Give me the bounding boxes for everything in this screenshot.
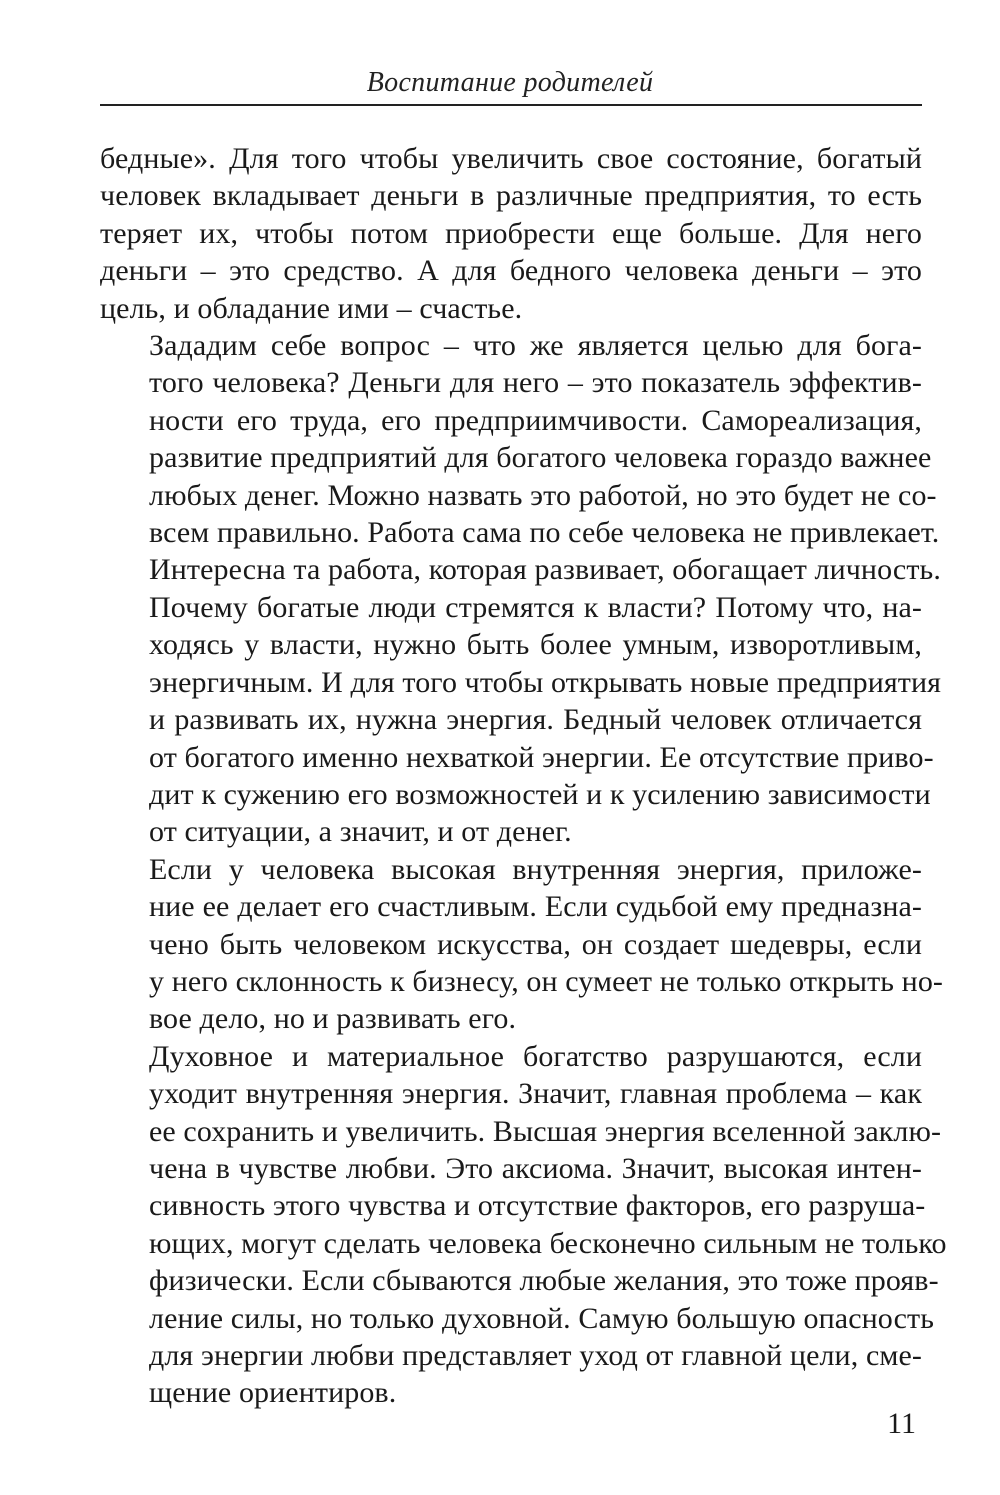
running-title: Воспитание родителей (366, 67, 654, 98)
paragraph-2 (100, 327, 942, 851)
text-line: всем правильно. Работа сама по себе человека не привлекает. (149, 516, 940, 550)
text-line: от ситуации, а значит, и от денег. (149, 815, 572, 849)
text-line: бедные». Для того чтобы увеличить свое состояние, богатый (100, 142, 922, 175)
text-line: Зададим себе вопрос – что же является целью для бога- (149, 329, 922, 363)
text-line: Если у человека высокая внутренняя энергия, приложе- (149, 852, 922, 886)
text-line: уходит внутренняя энергия. Значит, главная проблема – как (149, 1077, 922, 1111)
text-line: от богатого именно нехваткой энергии. Ее отсутствие приво- (149, 740, 934, 774)
paragraph-4 (100, 1038, 947, 1412)
text-line: деньги – это средство. А для бедного человека деньги – это (100, 254, 922, 288)
text-line: у него склонность к бизнесу, он сумеет не только открыть но- (149, 964, 944, 998)
text-line: любых денег. Можно назвать это работой, но это будет не со- (149, 478, 937, 512)
text-line: дит к сужению его возможностей и к усилению зависимости (149, 777, 931, 811)
text-line: ющих, могут сделать человека бесконечно сильным не только (149, 1226, 947, 1260)
text-line: для энергии любви представляет уход от главной цели, сме- (149, 1339, 922, 1372)
text-line: теряет их, чтобы потом приобрести еще больше. Для него (100, 216, 922, 250)
text-line: энергичным. И для того чтобы открывать новые предприятия (149, 665, 942, 699)
text-line: человек вкладывает деньги в различные предприятия, то есть (100, 179, 922, 213)
text-line: Почему богатые люди стремятся к власти? Потому что, на- (149, 590, 922, 624)
text-line: ление силы, но только духовной. Самую большую опасность (149, 1301, 935, 1335)
paragraph-1 (100, 140, 922, 327)
text-line: развитие предприятий для богатого человека гораздо важнее (149, 441, 932, 475)
paragraph-3 (100, 851, 944, 1038)
text-line: вое дело, но и развивать его. (149, 1002, 517, 1036)
header-rule (100, 104, 922, 106)
text-line: щение ориентиров. (149, 1376, 397, 1410)
text-line: физически. Если сбываются любые желания, это тоже прояв- (149, 1264, 939, 1298)
text-line: Духовное и материальное богатство разрушаются, если (149, 1039, 922, 1073)
text-line: ние ее делает его счастливым. Если судьбой ему предназна- (149, 890, 922, 924)
text-line: цель, и обладание ими – счастье. (100, 291, 523, 325)
page-number: 11 (887, 1407, 916, 1440)
text-line: чено быть человеком искусства, он создает шедевры, если (149, 927, 922, 961)
text-line: и развивать их, нужна энергия. Бедный человек отличается (149, 703, 922, 737)
text-line: того человека? Деньги для него – это показатель эффектив- (149, 366, 922, 400)
text-line: чена в чувстве любви. Это аксиома. Значит, высокая интен- (149, 1151, 922, 1185)
text-line: ее сохранить и увеличить. Высшая энергия вселенной заклю- (149, 1114, 942, 1148)
body-text (100, 140, 947, 1412)
text-line: ности его труда, его предприимчивости. Самореализация, (149, 403, 922, 437)
text-line: сивность этого чувства и отсутствие факторов, его разруша- (149, 1189, 926, 1223)
text-line: ходясь у власти, нужно быть более умным, изворотливым, (149, 628, 922, 662)
text-line: Интересна та работа, которая развивает, обогащает личность. (149, 553, 941, 587)
